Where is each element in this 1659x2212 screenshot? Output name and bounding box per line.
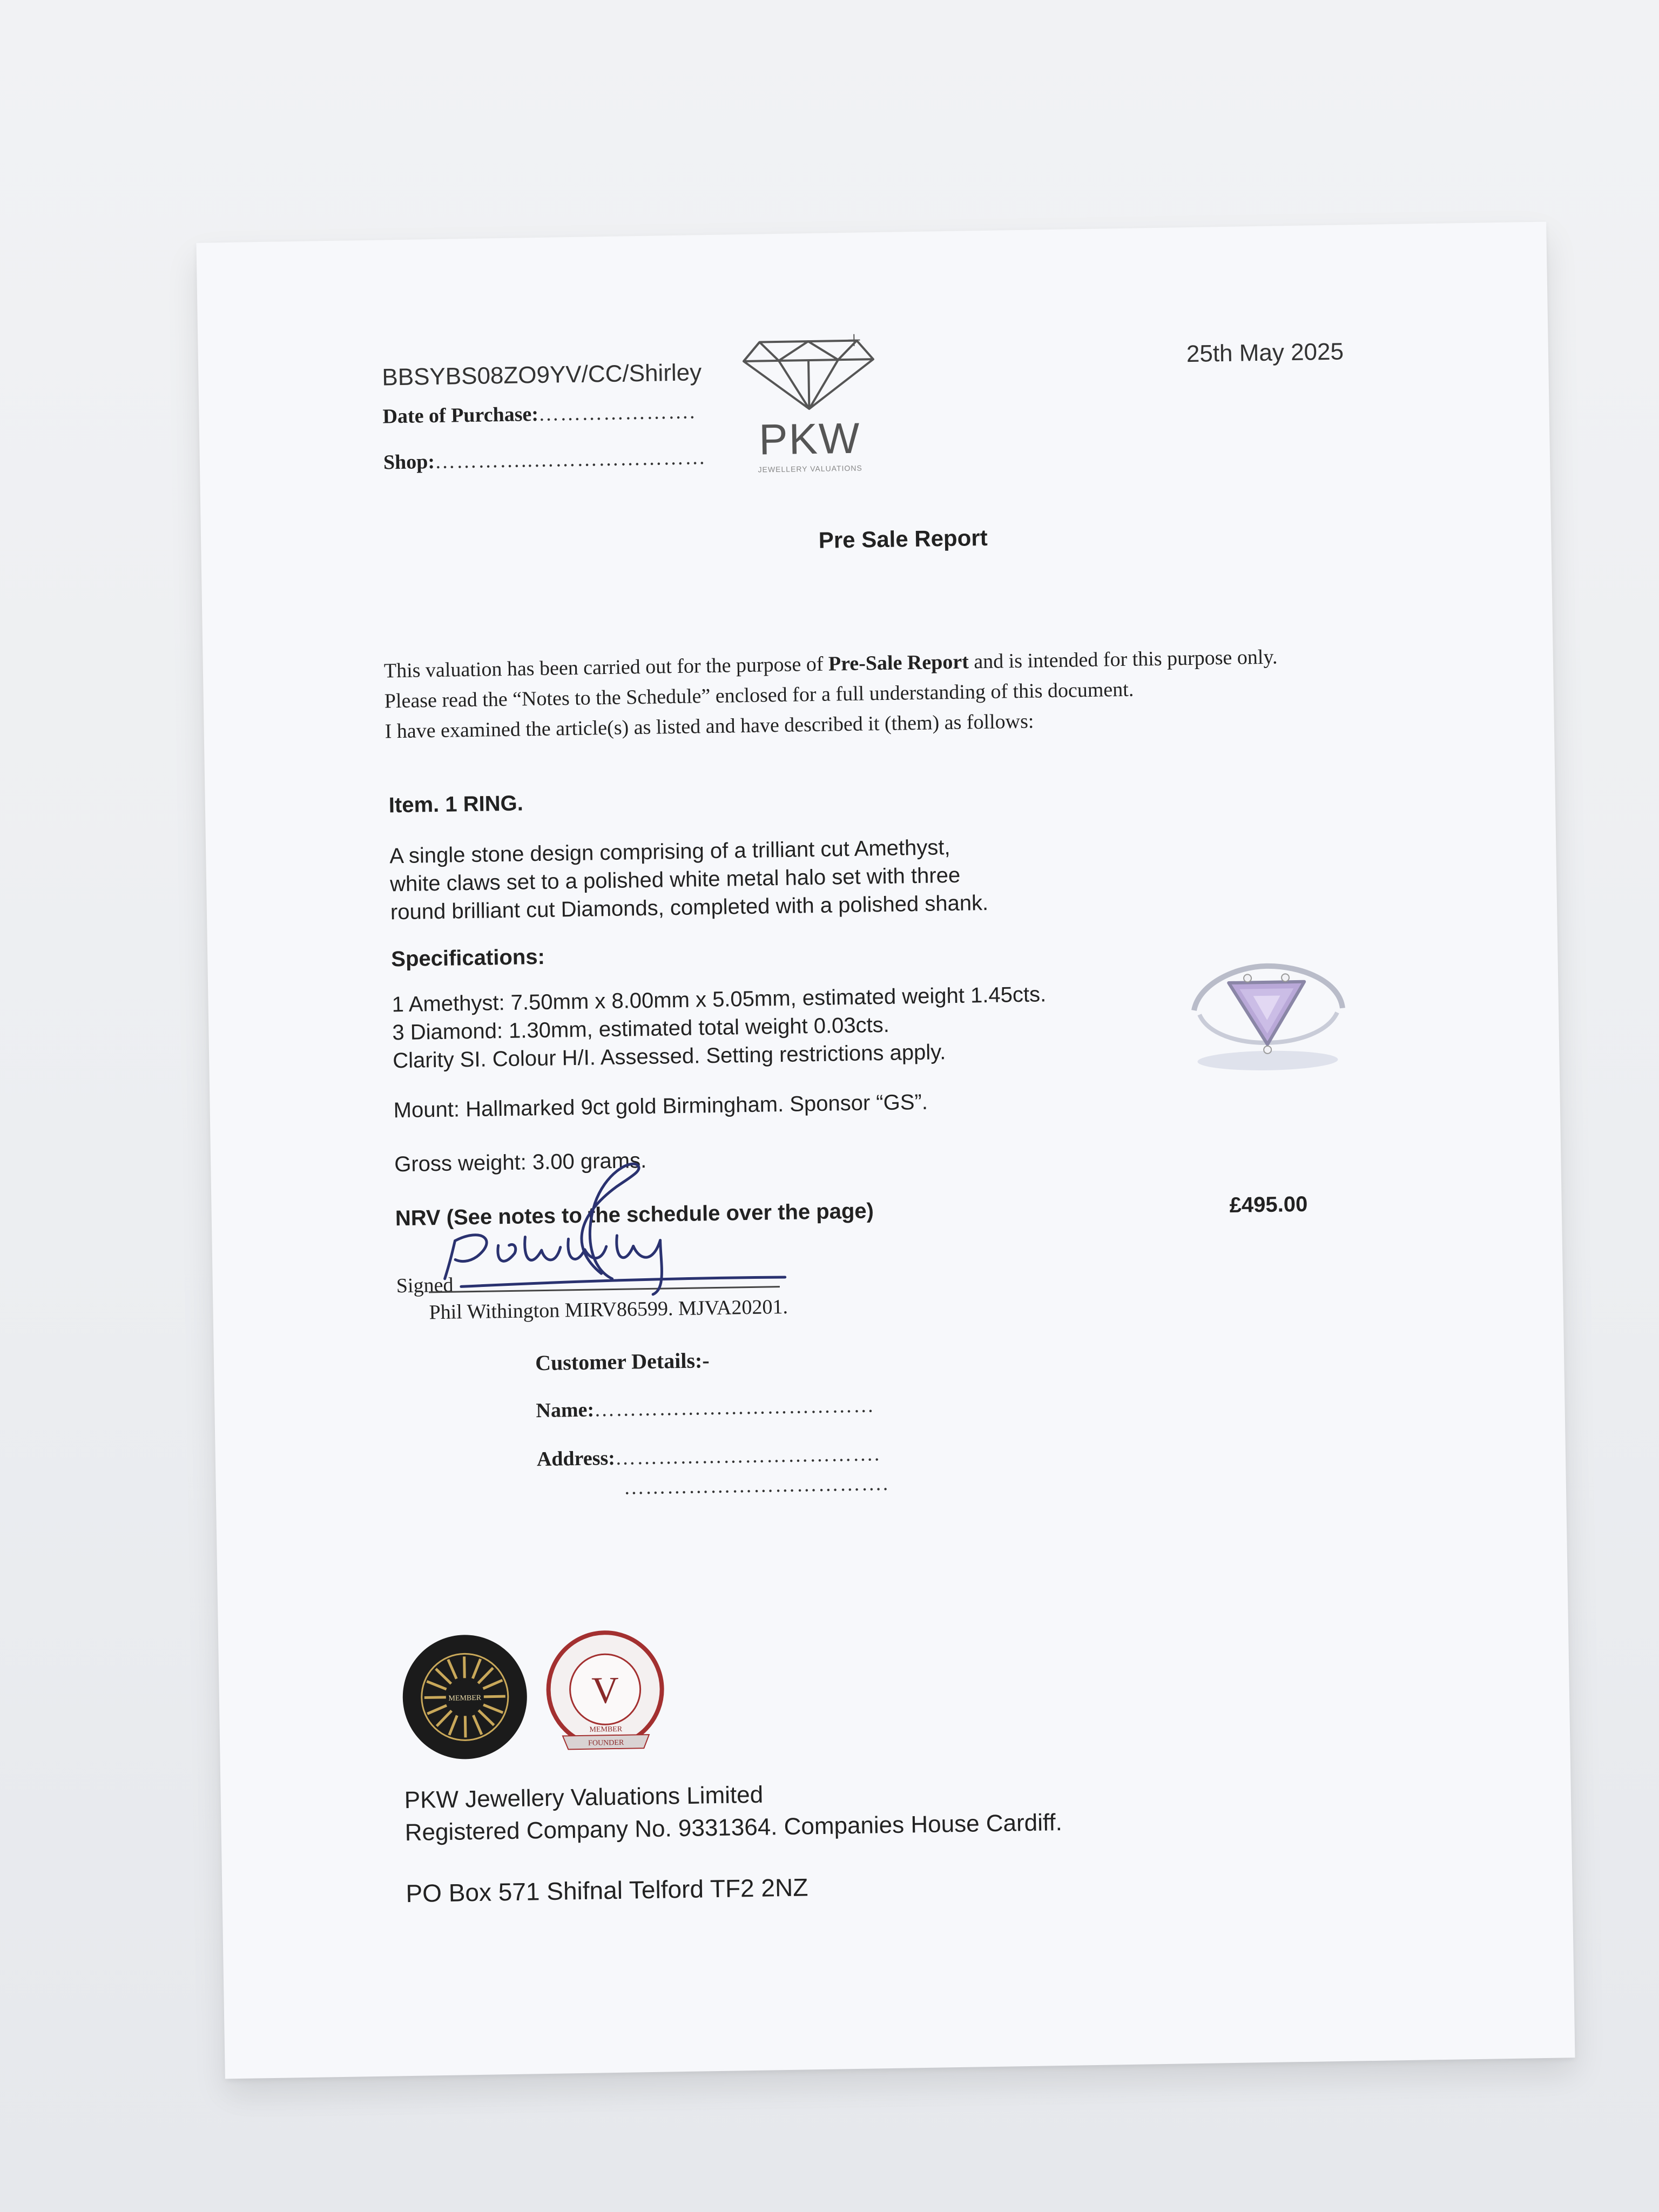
customer-address-dots: ………………………………. (615, 1442, 881, 1469)
logo-subtext: JEWELLERY VALUATIONS (758, 463, 862, 474)
naj-member-badge (399, 1631, 531, 1763)
customer-details-heading: Customer Details:- (535, 1348, 710, 1375)
report-date: 25th May 2025 (1186, 338, 1344, 368)
signed-label: Signed (396, 1273, 454, 1298)
intro-line-3: I have examined the article(s) as listed and have described it (them) as follows: (385, 710, 1034, 743)
customer-name-dots: ………………………………… (594, 1394, 875, 1421)
page-title: Pre Sale Report (818, 524, 988, 553)
intro-paragraph (384, 640, 1411, 747)
nrv-label: NRV (See notes to the schedule over the page) (395, 1199, 874, 1231)
postal-address: PO Box 571 Shifnal Telford TF2 2NZ (406, 1873, 808, 1908)
customer-address-row (537, 1442, 881, 1471)
gross-weight: Gross weight: 3.00 grams. (394, 1148, 647, 1177)
description-line: white claws set to a polished white metal halo set with three (389, 863, 961, 896)
customer-address-dots-line-2: ………………………………. (623, 1472, 889, 1499)
specification-line: 1 Amethyst: 7.50mm x 8.00mm x 5.05mm, estimated weight 1.45cts. (392, 982, 1047, 1017)
signatory-name: Phil Withington MIRV86599. MJVA20201. (429, 1295, 788, 1324)
description-line: A single stone design comprising of a trilliant cut Amethyst, (389, 835, 950, 868)
specification-line: Clarity SI. Colour H/I. Assessed. Setting restrictions apply. (392, 1040, 946, 1073)
intro-line-2: Please read the “Notes to the Schedule” enclosed for a full understanding of this document. (384, 678, 1134, 713)
document-page (196, 222, 1575, 2079)
intro-line-1-pre: This valuation has been carried out for the purpose of (383, 652, 829, 683)
description-line: round brilliant cut Diamonds, completed with a polished shank. (390, 891, 989, 925)
jva-member-badge (539, 1626, 671, 1763)
pkw-logo (738, 329, 881, 494)
badge2-letter: V (591, 1669, 619, 1712)
company-footer (404, 1774, 1062, 1849)
item-title: Item. 1 RING. (388, 791, 524, 818)
customer-name-label: Name: (536, 1398, 595, 1422)
company-registration: Registered Company No. 9331364. Companies House Cardiff. (404, 1809, 1063, 1846)
ring-photo (1177, 943, 1357, 1081)
date-of-purchase-label: Date of Purchase: (382, 402, 539, 428)
item-description (389, 830, 1201, 927)
shop-label: Shop: (383, 450, 435, 474)
date-of-purchase-row (382, 400, 696, 428)
nrv-value: £495.00 (1229, 1192, 1308, 1218)
logo-text: PKW (758, 414, 861, 464)
handwritten-signature (437, 1141, 818, 1309)
badge1-member-text: MEMBER (448, 1694, 482, 1703)
shop-dots: …………..…………………… (434, 446, 707, 473)
specifications-list (392, 978, 1203, 1075)
customer-address-label: Address: (536, 1446, 616, 1471)
badge2-founder: FOUNDER (588, 1738, 624, 1748)
mount-details: Mount: Hallmarked 9ct gold Birmingham. Sponsor “GS”. (393, 1090, 928, 1123)
badge2-member: MEMBER (589, 1725, 623, 1734)
intro-line-1-post: and is intended for this purpose only. (968, 645, 1278, 673)
intro-line-1-bold: Pre-Sale Report (828, 650, 969, 676)
reference-number: BBSYBS08ZO9YV/CC/Shirley (382, 359, 702, 391)
shop-row (383, 446, 707, 474)
company-name: PKW Jewellery Valuations Limited (404, 1781, 764, 1814)
specification-line: 3 Diamond: 1.30mm, estimated total weight 0.03cts. (392, 1013, 890, 1045)
date-of-purchase-dots: …………………. (538, 400, 696, 426)
specifications-heading: Specifications: (390, 945, 545, 972)
diamond-icon (738, 329, 879, 413)
customer-name-row (536, 1393, 875, 1422)
